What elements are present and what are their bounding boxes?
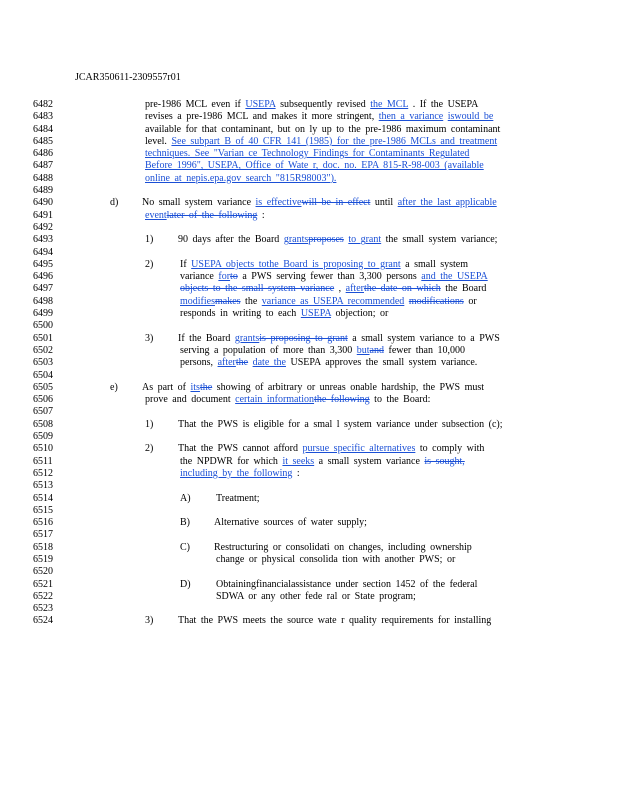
line-text xyxy=(145,210,265,222)
text-run: persons, xyxy=(180,357,218,369)
document-line xyxy=(0,247,618,259)
text-run: to comply with xyxy=(415,443,485,455)
document-line xyxy=(0,345,618,357)
text-run: USEPA approves the small system variance. xyxy=(285,357,478,369)
line-number: 6497 xyxy=(33,283,53,295)
deleted-text: is proposing to grant xyxy=(259,332,348,344)
document-line xyxy=(0,406,618,418)
text-run: If xyxy=(180,258,192,270)
deleted-text: and xyxy=(369,344,384,356)
line-number: 6503 xyxy=(33,357,53,369)
line-number: 6505 xyxy=(33,381,53,393)
text-run: . If the USEPA xyxy=(408,99,479,110)
text-run: variance xyxy=(180,271,219,283)
document-line xyxy=(0,493,618,505)
line-number: 6510 xyxy=(33,443,53,455)
document-line xyxy=(0,566,618,578)
text-run: level. xyxy=(145,135,172,147)
line-number: 6508 xyxy=(33,418,53,430)
line-text xyxy=(180,468,300,480)
line-number: 6489 xyxy=(33,185,53,197)
document-line xyxy=(0,99,618,111)
deleted-text: the date on which xyxy=(363,283,441,295)
text-run: until xyxy=(370,197,398,209)
line-number: 6482 xyxy=(33,99,53,110)
line-text xyxy=(142,382,484,394)
document-line xyxy=(0,456,618,468)
document-line xyxy=(0,210,618,222)
inserted-text: but xyxy=(356,344,370,356)
text-run: the small system variance; xyxy=(381,234,498,246)
inserted-text: and the USEPA xyxy=(421,271,488,283)
line-number: 6484 xyxy=(33,123,53,135)
line-text xyxy=(180,271,488,283)
line-text xyxy=(145,111,493,123)
line-text xyxy=(178,443,484,455)
line-number: 6486 xyxy=(33,148,53,160)
item-label: C) xyxy=(180,541,190,553)
line-text xyxy=(145,99,478,111)
document-line xyxy=(0,615,618,627)
document-line xyxy=(0,283,618,295)
line-number: 6518 xyxy=(33,541,53,553)
line-text xyxy=(216,493,260,505)
line-text xyxy=(216,554,455,566)
line-text xyxy=(178,615,491,627)
line-text xyxy=(180,296,477,308)
inserted-text: pursue specific alternatives xyxy=(302,443,416,455)
line-number: 6498 xyxy=(33,295,53,307)
inserted-text: See subpart B of 40 CFR 141 (1985) for the pre-1986 MCLs and treatment xyxy=(171,135,498,147)
document-line xyxy=(0,333,618,345)
inserted-text: techniques. See "Varian ce Technology Findings for Contaminants Regulated xyxy=(145,148,470,160)
text-run: or xyxy=(463,295,477,307)
text-run: a small system variance xyxy=(314,455,425,467)
document-line xyxy=(0,197,618,209)
document-line xyxy=(0,234,618,246)
text-run: a small system variance to a PWS xyxy=(347,332,500,344)
document-line xyxy=(0,419,618,431)
line-number: 6501 xyxy=(33,332,53,344)
inserted-text: to grant xyxy=(348,234,382,246)
deleted-text: to xyxy=(230,271,238,283)
document-line xyxy=(0,480,618,492)
inserted-text: Before 1996", USEPA, Office of Wate r, doc. no. EPA 815-R-98-003 (available xyxy=(145,160,484,172)
text-run: serving a population of more than 3,300 xyxy=(180,344,357,356)
document-line xyxy=(0,222,618,234)
line-text xyxy=(145,160,484,172)
line-text xyxy=(178,234,497,246)
deleted-text: modifications xyxy=(408,295,464,307)
document-line xyxy=(0,357,618,369)
document-line xyxy=(0,517,618,529)
line-number: 6519 xyxy=(33,553,53,565)
item-label: 3) xyxy=(145,332,154,344)
deleted-text: the xyxy=(235,357,249,369)
line-text xyxy=(145,394,430,406)
document-line xyxy=(0,554,618,566)
inserted-text: event xyxy=(145,209,167,221)
line-number: 6485 xyxy=(33,135,53,147)
line-text xyxy=(178,419,503,431)
deleted-text: is sought, xyxy=(424,455,465,467)
line-text xyxy=(216,591,416,603)
text-run: the NPDWR for which xyxy=(180,455,283,467)
document-line xyxy=(0,296,618,308)
document-line xyxy=(0,468,618,480)
inserted-text: grants xyxy=(283,234,309,246)
deleted-text: later of the following xyxy=(166,209,258,221)
line-number: 6494 xyxy=(33,246,53,258)
line-text xyxy=(145,173,336,185)
text-run: : xyxy=(292,467,300,479)
line-text xyxy=(214,542,472,554)
document-line xyxy=(0,394,618,406)
text-run: Restructuring or consolidati on changes, including ownership xyxy=(214,541,472,553)
inserted-text: after xyxy=(345,283,364,295)
document-line xyxy=(0,431,618,443)
line-number: 6488 xyxy=(33,172,53,184)
line-text xyxy=(216,579,477,591)
line-number: 6490 xyxy=(33,197,53,209)
document-header: JCAR350611-2309557r01 xyxy=(75,72,181,83)
text-run: the xyxy=(240,295,262,307)
line-text xyxy=(214,517,367,529)
line-number: 6520 xyxy=(33,566,53,578)
inserted-text: date the xyxy=(252,357,286,369)
document-line xyxy=(0,505,618,517)
text-run: As part of xyxy=(142,381,191,393)
inserted-text: after xyxy=(217,357,236,369)
inserted-text: then a variance xyxy=(378,111,444,123)
line-number: 6514 xyxy=(33,492,53,504)
document-line xyxy=(0,443,618,455)
item-label: D) xyxy=(180,578,191,590)
inserted-text: the Board is proposing to grant xyxy=(266,258,401,270)
line-number: 6517 xyxy=(33,529,53,541)
line-number: 6495 xyxy=(33,258,53,270)
inserted-text: modifies xyxy=(180,295,215,307)
document-line xyxy=(0,124,618,136)
document-line xyxy=(0,382,618,394)
text-run: prove and document xyxy=(145,394,236,406)
line-text xyxy=(178,333,500,345)
text-run: showing of arbitrary or unreas onable hardship, the PWS must xyxy=(212,381,485,393)
item-label: 2) xyxy=(145,258,154,270)
inserted-text: variance as USEPA recommended xyxy=(261,295,405,307)
document-line xyxy=(0,579,618,591)
line-number: 6515 xyxy=(33,504,53,516)
text-run: Treatment; xyxy=(216,492,260,504)
line-text xyxy=(180,357,477,369)
inserted-text: after the last applicable xyxy=(397,197,497,209)
document-line xyxy=(0,136,618,148)
document-line xyxy=(0,173,618,185)
item-label: A) xyxy=(180,492,191,504)
line-number: 6522 xyxy=(33,590,53,602)
line-text xyxy=(142,197,497,209)
line-number: 6499 xyxy=(33,308,53,320)
text-run: Alternative sources of water supply; xyxy=(214,517,367,529)
text-run: : xyxy=(257,209,265,221)
line-text xyxy=(180,283,486,295)
item-label: 2) xyxy=(145,443,154,455)
inserted-text: its xyxy=(190,381,200,393)
line-text xyxy=(180,259,468,271)
line-number: 6500 xyxy=(33,320,53,332)
document-line xyxy=(0,259,618,271)
text-run: Obtainingfinancialassistance under section 1452 of the federal xyxy=(216,578,478,590)
document-line xyxy=(0,529,618,541)
text-run: , xyxy=(334,283,346,295)
line-number: 6491 xyxy=(33,209,53,221)
text-run: No small system variance xyxy=(142,197,256,209)
line-number: 6511 xyxy=(33,455,53,467)
deleted-text: objects to the small system variance xyxy=(180,283,335,295)
text-run: revises a pre-1986 MCL and makes it more stringent, xyxy=(145,111,379,123)
item-label: 1) xyxy=(145,234,154,246)
deleted-text: makes xyxy=(215,295,241,307)
deleted-text: will be in effect xyxy=(301,197,371,209)
text-run: a small system xyxy=(400,258,469,270)
line-number: 6513 xyxy=(33,480,53,492)
document-line xyxy=(0,271,618,283)
line-number: 6492 xyxy=(33,221,53,233)
inserted-text: USEPA xyxy=(245,99,276,110)
line-number: 6493 xyxy=(33,234,53,246)
inserted-text: grants xyxy=(234,332,260,344)
document-line xyxy=(0,111,618,123)
item-label: d) xyxy=(110,197,119,209)
line-text xyxy=(180,345,465,357)
line-number: 6521 xyxy=(33,578,53,590)
text-run: That the PWS cannot afford xyxy=(178,443,303,455)
deleted-text: the following xyxy=(314,394,370,406)
inserted-text: certain information xyxy=(235,394,315,406)
text-run: objection; or xyxy=(331,308,389,320)
item-label: 1) xyxy=(145,418,154,430)
deleted-text: proposes xyxy=(308,234,344,246)
line-number: 6509 xyxy=(33,431,53,443)
inserted-text: USEPA xyxy=(300,308,332,320)
line-number: 6524 xyxy=(33,615,53,627)
text-run: a PWS serving fewer than 3,300 persons xyxy=(237,271,422,283)
inserted-text: USEPA objects to xyxy=(191,258,267,270)
line-number: 6507 xyxy=(33,406,53,418)
inserted-text: including by the following xyxy=(180,467,293,479)
line-text xyxy=(145,124,500,136)
line-number: 6502 xyxy=(33,344,53,356)
inserted-text: it seeks xyxy=(282,455,315,467)
text-run: If the Board xyxy=(178,332,235,344)
text-run: the Board xyxy=(440,283,487,295)
text-run: to the Board: xyxy=(369,394,431,406)
document-line xyxy=(0,308,618,320)
line-text xyxy=(145,136,497,148)
text-run: SDWA or any other fede ral or State program; xyxy=(216,590,416,602)
text-run: responds in writing to each xyxy=(180,308,301,320)
text-run: subsequently revised xyxy=(275,99,371,110)
line-number: 6516 xyxy=(33,517,53,529)
document-line xyxy=(0,160,618,172)
text-run: 90 days after the Board xyxy=(178,234,284,246)
line-number: 6512 xyxy=(33,467,53,479)
document-line xyxy=(0,591,618,603)
document-line xyxy=(0,603,618,615)
item-label: B) xyxy=(180,517,190,529)
item-label: 3) xyxy=(145,615,154,627)
inserted-text: is effective xyxy=(255,197,302,209)
document-line xyxy=(0,542,618,554)
line-number: 6504 xyxy=(33,369,53,381)
item-label: e) xyxy=(110,381,118,393)
line-number: 6523 xyxy=(33,603,53,615)
document-line xyxy=(0,320,618,332)
line-number: 6496 xyxy=(33,271,53,283)
document-line xyxy=(0,185,618,197)
document-body xyxy=(0,99,618,628)
line-number: 6506 xyxy=(33,394,53,406)
line-text xyxy=(180,456,465,468)
line-text xyxy=(180,308,388,320)
text-run: pre-1986 MCL even if xyxy=(145,99,246,110)
inserted-text: the MCL xyxy=(370,99,409,110)
text-run: fewer than 10,000 xyxy=(383,344,465,356)
line-number: 6483 xyxy=(33,111,53,123)
inserted-text: iswould be xyxy=(447,111,494,123)
text-run: available for that contaminant, but on ly up to the pre-1986 maximum contaminant xyxy=(145,123,501,135)
text-run: That the PWS meets the source wate r quality requirements for installing xyxy=(178,615,492,627)
inserted-text: online at nepis.epa.gov search "815R98003"). xyxy=(145,172,337,184)
text-run: That the PWS is eligible for a smal l system variance under subsection (c); xyxy=(178,418,503,430)
document-line xyxy=(0,370,618,382)
deleted-text: the xyxy=(199,381,213,393)
text-run: change or physical consolida tion with another PWS; or xyxy=(216,553,456,565)
line-text xyxy=(145,148,469,160)
document-line xyxy=(0,148,618,160)
line-number: 6487 xyxy=(33,160,53,172)
inserted-text: for xyxy=(218,271,231,283)
